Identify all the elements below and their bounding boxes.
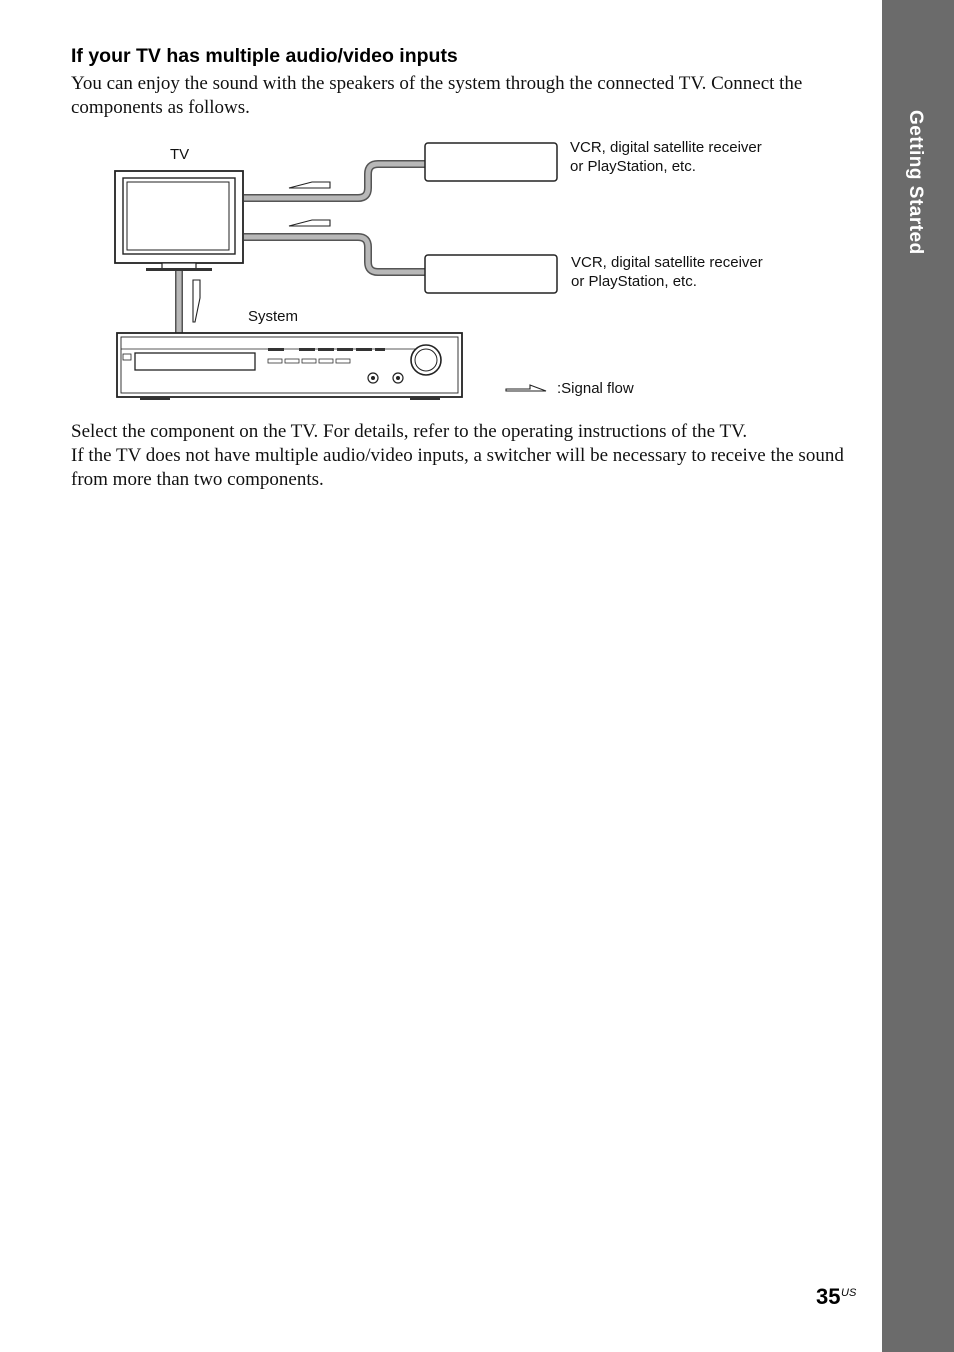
component-bottom-label-line1: VCR, digital satellite receiver xyxy=(571,254,763,271)
component-bottom-label xyxy=(571,253,763,291)
section-heading: If your TV has multiple audio/video inputs xyxy=(71,45,458,67)
component-top-label xyxy=(570,138,762,176)
signal-flow-arrow-system-to-tv xyxy=(193,280,200,322)
tv-illustration xyxy=(115,171,243,271)
component-top-label-line2: or PlayStation, etc. xyxy=(570,158,696,175)
signal-flow-arrow-bottom xyxy=(289,220,330,226)
signal-flow-arrow-top xyxy=(289,182,330,188)
connection-diagram xyxy=(100,130,820,415)
tv-label: TV xyxy=(170,146,190,163)
signal-flow-legend-arrow xyxy=(506,385,546,391)
system-receiver-illustration xyxy=(117,333,462,400)
system-label: System xyxy=(248,308,299,325)
body-paragraph-select: Select the component on the TV. For details, refer to the operating instructions of the TV. xyxy=(71,421,748,442)
intro-paragraph: You can enjoy the sound with the speakers of the system through the connected TV. Connect the components as follows. xyxy=(71,73,803,118)
page-number: 35 xyxy=(816,1284,841,1309)
component-bottom-label-line2: or PlayStation, etc. xyxy=(571,273,697,290)
body-paragraph-switcher: If the TV does not have multiple audio/video inputs, a switcher will be necessary to receive the sound from more than two components. xyxy=(71,445,844,490)
component-top-label-line1: VCR, digital satellite receiver xyxy=(570,139,762,156)
cable-tv-top-component xyxy=(244,164,426,198)
component-box-top xyxy=(425,143,557,181)
page-number-suffix: US xyxy=(841,1287,857,1299)
signal-flow-legend-label: :Signal flow xyxy=(557,380,634,397)
cable-tv-bottom-component xyxy=(244,237,426,272)
component-box-bottom xyxy=(425,255,557,293)
section-tab-label: Getting Started xyxy=(905,110,926,255)
